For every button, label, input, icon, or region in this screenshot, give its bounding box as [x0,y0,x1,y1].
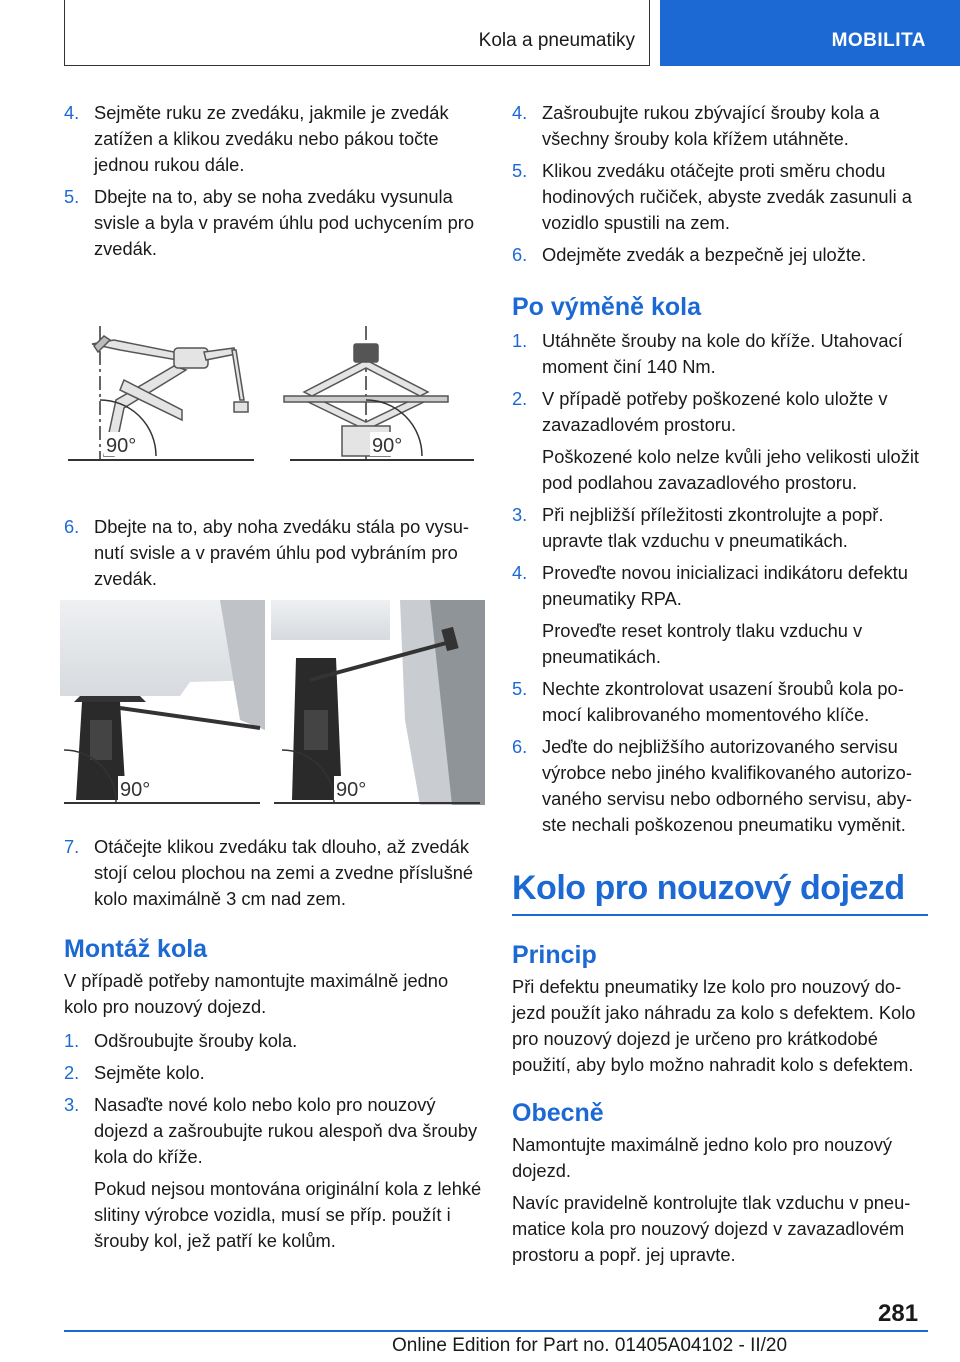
left-column [64,100,484,262]
step-number: 2. [64,1062,80,1083]
paragraph: Při defektu pneumatiky lze kolo pro nouzový dojezd použít jako náhradu za kolo s defektem. Kolo pro nouzový dojezd je určeno pro krátkodobé použití, aby bylo možno nahradit kolo s defektem. [512,975,916,1075]
list-item [512,242,928,268]
list-item [64,1060,484,1086]
step-text: Proveďte novou inicializaci indikátoru defektu pneumatiky RPA. [542,562,908,609]
list-item [512,502,928,554]
chapter-heading: Kolo pro nouzový dojezd [512,869,905,907]
step-text: Jeďte do nejbližšího autorizovaného servisu výrobce nebo jiného kvalifikovaného autorizovaného servisu nebo odborného servisu, abyste nechali poškozenou pneumatiku vyměnit. [542,736,912,835]
list-item [512,734,928,838]
footer-edition: Online Edition for Part no. 01405A04102 - II/20 [392,1335,788,1356]
header-chapter-label: MOBILITA [831,30,926,51]
step-number: 5. [64,186,80,207]
section-heading: Princip [512,940,597,969]
step-note: Poškozené kolo nelze kvůli jeho velikosti uložit pod podlahou zavazadlového prostoru. [542,446,919,493]
section-heading: Montáž kola [64,935,208,963]
header-chapter-tab[interactable] [660,0,960,66]
step-note: Proveďte reset kontroly tlaku vzduchu v pneumatikách. [542,620,863,667]
step-text: Klikou zvedáku otáčejte proti směru chodu hodinových ručiček, abyste zvedák zasunuli a vozidlo spustili na zem. [542,160,912,233]
step-number: 3. [64,1094,80,1115]
step-text: Nasaďte nové kolo nebo kolo pro nouzový dojezd a zašroubujte rukou alespoň dva šrouby kola do kříže. [94,1094,478,1167]
list-item [512,158,928,236]
step-number: 5. [512,678,528,699]
step-text: Odejměte zvedák a bezpečně jej uložte. [542,244,867,265]
list-item [64,1092,484,1170]
step-text: Nechte zkontrolovat usazení šroubů kola pomocí kalibrovaného momentového klíče. [542,678,904,725]
step-text: Zašroubujte rukou zbývající šrouby kola a všechny šrouby kola křížem utáhněte. [542,102,880,149]
left-column-block-3 [64,834,484,1254]
step-text: Odšroubujte šrouby kola. [94,1030,298,1051]
section-heading: Po výměně kola [512,293,701,321]
list-item [64,100,484,178]
right-column [512,100,928,1268]
list-item [512,676,928,728]
list-item [64,1028,484,1054]
paragraph: V případě potřeby namontujte maximálně jedno kolo pro nouzový dojezd. [64,970,449,1017]
list-item [512,560,928,612]
step-number: 5. [512,160,528,181]
list-item [64,514,484,592]
step-number: 4. [64,102,80,123]
left-column-block-2 [64,514,484,592]
step-number: 7. [64,836,80,857]
step-text: Sejměte ruku ze zvedáku, jakmile je zvedák zatížen a klikou zvedáku nebo pákou točte jednou rukou dále. [94,102,449,175]
angle-label: 90° [120,779,151,801]
step-number: 2. [512,388,528,409]
step-number: 3. [512,504,528,525]
header-section-title: Kola a pneumatiky [478,30,635,51]
header-frame [64,0,650,66]
list-item [512,100,928,152]
step-number: 6. [64,516,80,537]
list-item [512,328,928,380]
step-number: 6. [512,244,528,265]
angle-label: 90° [106,435,137,457]
paragraph: Namontujte maximálně jedno kolo pro nouzový dojezd. [512,1133,893,1181]
paragraph: Navíc pravidelně kontrolujte tlak vzduchu v pneumatice kola pro nouzový dojezd v zavazadlovém prostoru a popř. jej upravte. [512,1191,911,1265]
section-heading: Obecně [512,1098,604,1127]
step-text: Dbejte na to, aby noha zvedáku stála po vysunutí svisle a v pravém úhlu pod vybráním pro zvedák. [94,516,470,589]
list-item [512,386,928,438]
angle-label: 90° [336,779,367,801]
step-number: 4. [512,562,528,583]
list-item [64,184,484,262]
page-number: 281 [878,1300,919,1327]
jack-alignment-illustration [64,320,484,470]
step-number: 1. [512,330,528,351]
step-text: Dbejte na to, aby se noha zvedáku vysunula svisle a byla v pravém úhlu pod uchycením pro zvedák. [94,186,475,259]
footer-rule [64,1330,928,1332]
step-number: 6. [512,736,528,757]
step-text: Sejměte kolo. [94,1062,205,1083]
step-text: Otáčejte klikou zvedáku tak dlouho, až zvedák stojí celou plochou na zemi a zvedne příslušné kolo maximálně 3 cm nad zem. [94,836,474,909]
heading-rule [512,914,928,916]
step-text: Při nejbližší příležitosti zkontrolujte a popř. upravte tlak vzduchu v pneumatikách. [542,504,884,551]
step-text: Utáhněte šrouby na kole do kříže. Utahovací moment činí 140 Nm. [542,330,903,377]
jack-placement-photos [60,600,485,810]
step-number: 4. [512,102,528,123]
step-text: V případě potřeby poškozené kolo uložte v zavazadlovém prostoru. [542,388,888,435]
angle-label: 90° [372,435,403,457]
step-note: Pokud nejsou montována originální kola z lehké slitiny výrobce vozidla, musí se příp. použít i šrouby kol, jež patří ke kolům. [94,1178,482,1251]
list-item [64,834,484,912]
step-number: 1. [64,1030,80,1051]
